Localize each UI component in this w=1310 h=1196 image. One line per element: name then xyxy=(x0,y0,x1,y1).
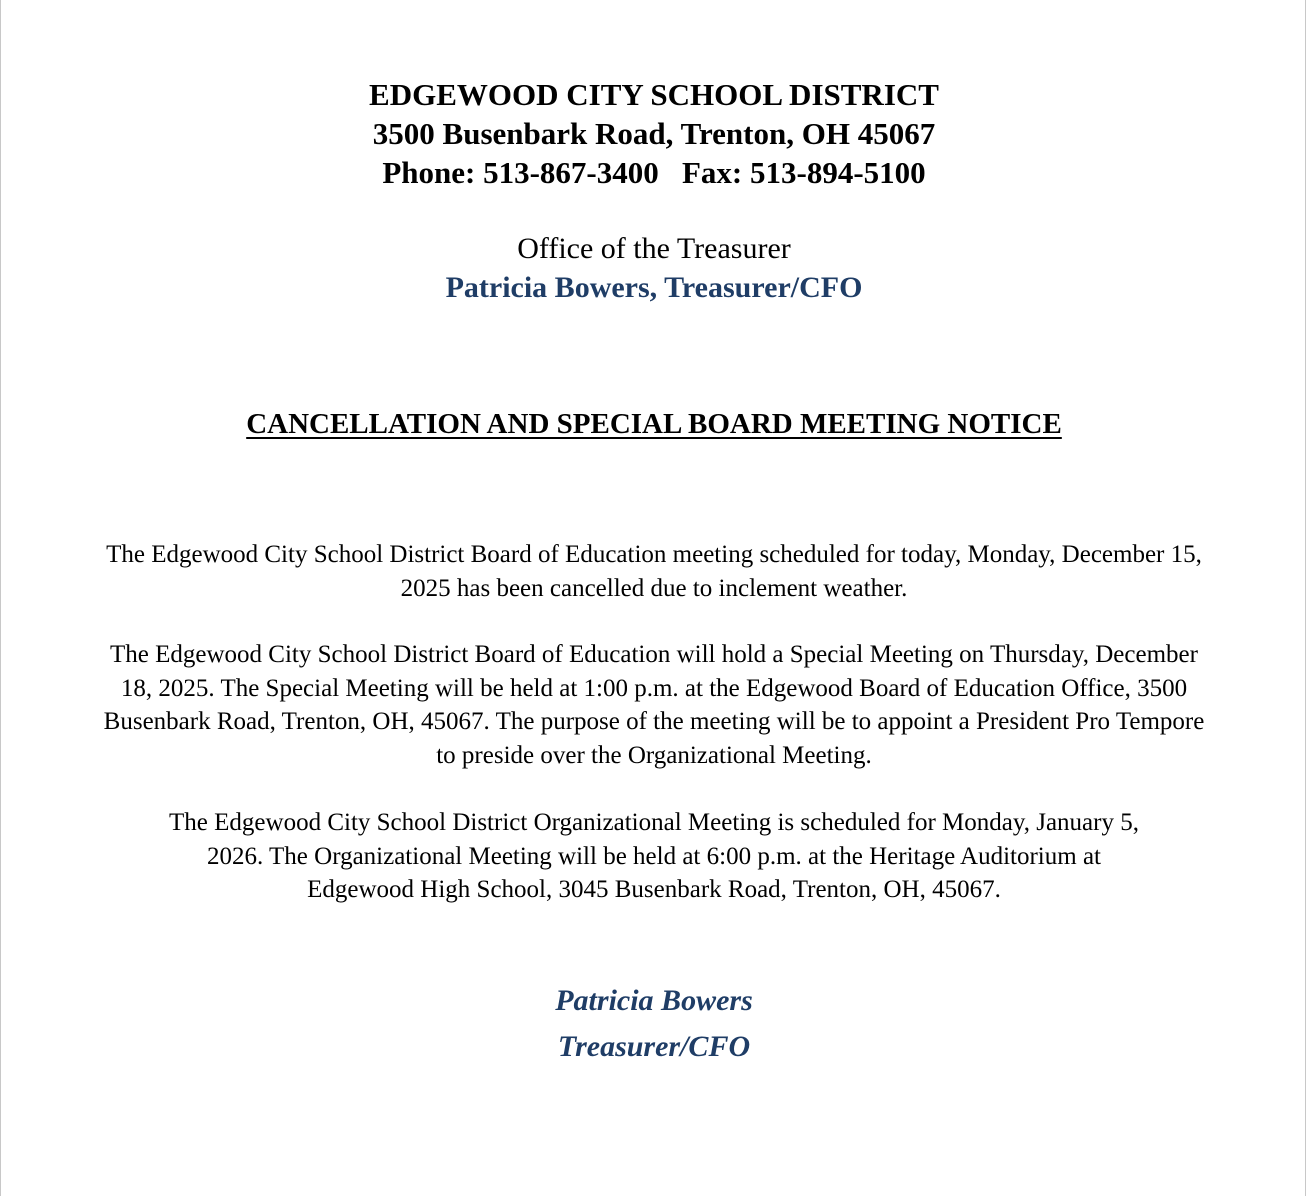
signature-title: Treasurer/CFO xyxy=(557,1030,751,1063)
treasurer-name: Patricia Bowers, Treasurer/CFO xyxy=(445,271,863,304)
notice-paragraph-1: The Edgewood City School District Board of Education meeting scheduled for today, Monday, December 15, 2025 has been cancelled due to inclement weather. xyxy=(106,541,1202,602)
district-address: 3500 Busenbark Road, Trenton, OH 45067 xyxy=(372,116,936,151)
signature-name: Patricia Bowers xyxy=(555,984,753,1017)
notice-paragraph-3: The Edgewood City School District Organizational Meeting is scheduled for Monday, January 5, 2026. The Organizational Meeting will be held at 6:00 p.m. at the Heritage Auditorium at Edgewood High School, 3045 Busenbark Road, Trenton, OH, 45067. xyxy=(169,809,1139,904)
notice-paragraph-2: The Edgewood City School District Board of Education will hold a Special Meeting on Thursday, December 18, 2025. The Special Meeting will be held at 1:00 p.m. at the Edgewood Board of Education Office, 3500 Busenbark Road, Trenton, OH, 45067. The purpose of the meeting will be to appoint a President Pro Tempore to preside over the Organizational Meeting. xyxy=(103,641,1205,770)
office-title: Office of the Treasurer xyxy=(517,232,791,265)
district-name: EDGEWOOD CITY SCHOOL DISTRICT xyxy=(369,77,939,112)
notice-title: CANCELLATION AND SPECIAL BOARD MEETING NOTICE xyxy=(246,408,1062,440)
district-phone-fax: Phone: 513-867-3400 Fax: 513-894-5100 xyxy=(382,155,926,190)
